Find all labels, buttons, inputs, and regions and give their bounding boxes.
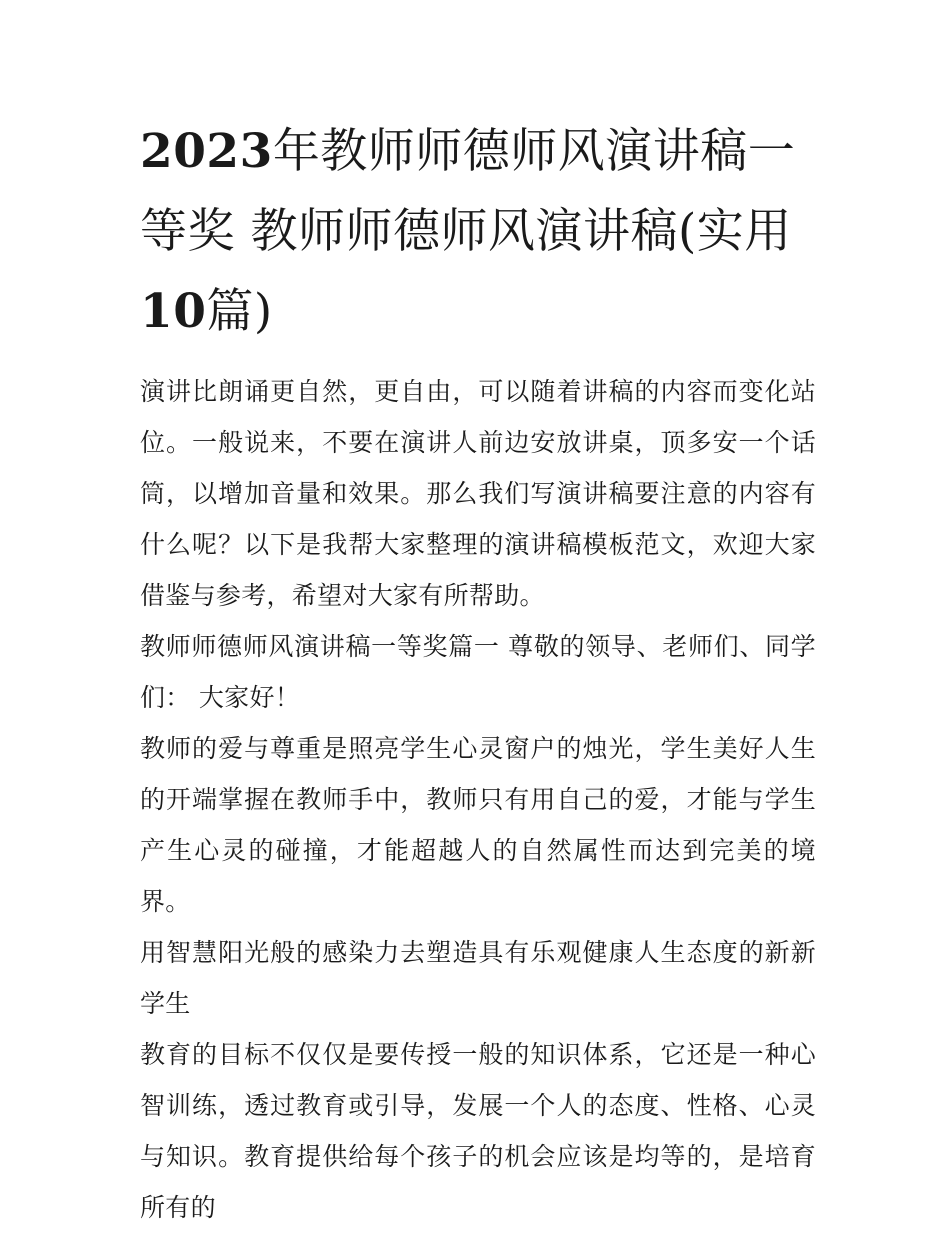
title-year: 2023 — [140, 124, 273, 179]
title-count: 10 — [140, 284, 207, 339]
document-page — [140, 112, 816, 1233]
body-paragraph-education-goal: 教育的目标不仅仅是要传授一般的知识体系，它还是一种心智训练，透过教育或引导，发展一个人的态度、性格、心灵与知识。教育提供给每个孩子的机会应该是均等的，是培育所有的 — [140, 1040, 816, 1222]
intro-paragraph: 演讲比朗诵更自然，更自由，可以随着讲稿的内容而变化站位。一般说来，不要在演讲人前边安放讲桌，顶多安一个话筒，以增加音量和效果。那么我们写演讲稿要注意的内容有什么呢？以下是我帮大家整理的演讲稿模板范文，欢迎大家借鉴与参考，希望对大家有所帮助。 — [140, 377, 816, 610]
section-heading-greeting: 教师师德师风演讲稿一等奖篇一 尊敬的领导、老师们、同学们： 大家好！ — [140, 632, 816, 712]
body-paragraph-love-respect: 教师的爱与尊重是照亮学生心灵窗户的烛光，学生美好人生的开端掌握在教师手中，教师只有用自己的爱，才能与学生产生心灵的碰撞，才能超越人的自然属性而达到完美的境界。 — [140, 734, 816, 916]
document-title — [140, 112, 816, 352]
title-text-a: 年教师师德师风演讲稿一等奖 教师师德师风演讲稿(实用 — [140, 124, 796, 259]
body-paragraph-wisdom: 用智慧阳光般的感染力去塑造具有乐观健康人生态度的新新学生 — [140, 938, 816, 1018]
title-text-b: 篇) — [206, 284, 273, 339]
